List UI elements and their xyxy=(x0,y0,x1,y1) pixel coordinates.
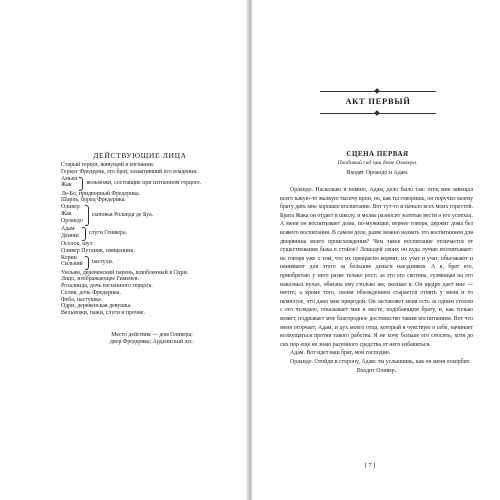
brace xyxy=(85,205,89,226)
cast-entry: Оселок, шут. xyxy=(61,241,94,247)
setting-line: Место действия — дом Оливера; xyxy=(111,332,193,338)
speech-paragraph: Адам. Вот идет ваш брат, мой господин. xyxy=(290,350,391,357)
ornament-top xyxy=(320,89,436,93)
cast-note: слуги Оливера. xyxy=(88,230,128,237)
cast-entry: Феба, пастушка. xyxy=(61,296,103,303)
cast-group-sons xyxy=(61,204,236,226)
cast-name: Адам xyxy=(61,226,75,232)
speech-paragraph: Орландо. Насколько я помню, Адам, дело было так: отец мне завещал всего какую-то жалкую тысячу крон, но, как ты говоришь, он поручил моему брату дать мне хорошее воспитание. Вот тут-то и начало всех моих горестей. Брата Жака он отдает в школу, и молва разносит золотые вести о его успехах. А меня он воспитывает дома, по-мужицки, вернее говоря, держит дома без всякого воспитания. В самом деле, разве можно назвать это воспитанием для дворянина моего происхождения? Чем такое воспитание отличается от существования быка в стойле? Лошадей своих он куда лучше воспитывает: не говоря уже о том, что их прекрасно кормят, их учат и учат, объезжают и нанимают для этого за большие деньги наездников. А я, брат его, приобретаю у него разве только рост; за это его скотина, гуляющая на его навозных кучах, обязана ему столько же, сколько я. Он щедро дает мне — ничто; а кроме того, своим обхождением старается отнять у меня и то немногое, что дано мне природой. Он заставляет меня есть за одним столом с его челядью, отказывает мне в месте, подобающем брату, и, как только может, подрывает мое благородное достоинство таким воспитанием. Вот что меня огорчает, Адам, и дух моего отца, который я чувствую в себе, начинает возмущаться против такого рабства. Я не хочу больше его сносить, хотя до сих пор еще не знаю разумного средства от него избавиться. xyxy=(280,187,473,348)
cast-note: сыновья Роланда де Буа. xyxy=(91,211,154,218)
cast-entry: Селия, дочь Фредерика. xyxy=(61,289,121,296)
cast-entry: Уильям, деревенский парень, влюбленный в Одри. xyxy=(61,269,189,276)
setting-note xyxy=(72,332,232,346)
cast-entry: Вельможи, пажи, слуги и прочие. xyxy=(61,310,146,316)
cast-name: Жак xyxy=(61,182,72,189)
cast-group-shepherds xyxy=(61,255,236,270)
cast-group-servants xyxy=(61,226,236,241)
cast-note: пастухи. xyxy=(91,258,114,265)
page-number: [ 7 ] xyxy=(364,462,376,469)
setting-line: двор Фредерика; Арденнский лес. xyxy=(109,339,195,345)
cast-group-lords xyxy=(61,176,236,191)
cast-entry: Старый герцог, живущий в изгнании. xyxy=(61,162,155,168)
speech-paragraph: Орландо. Отойди в сторону, Адам: ты услышишь, как он меня оскорбит. xyxy=(290,358,471,365)
scene-location: Плодовый сад при доме Оливера. xyxy=(337,160,418,166)
cast-name: Сильвий xyxy=(61,261,83,268)
cast-entry: Одри, деревенская девушка. xyxy=(61,303,132,310)
brace xyxy=(82,227,86,241)
cast-entry: Розалинда, дочь изгнанного герцога. xyxy=(61,283,153,289)
ornament-bottom xyxy=(320,111,436,115)
cast-list xyxy=(61,162,236,317)
cast-name: Орландо xyxy=(61,217,83,224)
cast-note: вельможи, состоящие при изгнанном герцоге. xyxy=(86,179,202,186)
cast-name: Корин xyxy=(61,254,77,261)
cast-entry: Лицо, изображающее Гименея. xyxy=(61,276,140,283)
cast-entry: Ле-Бо, придворный Фредерика. xyxy=(61,190,141,197)
play-text xyxy=(280,186,473,377)
cast-name: Деннис xyxy=(61,232,80,239)
cast-entry: Оливер Путаник, священник. xyxy=(61,247,135,254)
dramatis-personae-title: ДЕЙСТВУЮЩИЕ ЛИЦА xyxy=(93,151,187,160)
cast-name: Оливер xyxy=(61,204,80,210)
scene-title: СЦЕНА ПЕРВАЯ xyxy=(346,150,409,158)
stage-direction-entrance: Входит Оливер. xyxy=(356,368,397,375)
cast-entry: Герцог Фредерик, его брат, захвативший его владения. xyxy=(61,168,198,175)
left-page xyxy=(0,0,248,500)
act-title: АКТ ПЕРВЫЙ xyxy=(345,97,411,106)
cast-name: Жак xyxy=(61,210,72,217)
cast-entry: Шарль, борец Фредерика. xyxy=(61,197,126,204)
brace xyxy=(79,177,83,191)
brace xyxy=(85,256,89,270)
cast-name: Амьен xyxy=(61,175,78,182)
stage-direction: Входят Орландо и Адам. xyxy=(346,170,409,176)
